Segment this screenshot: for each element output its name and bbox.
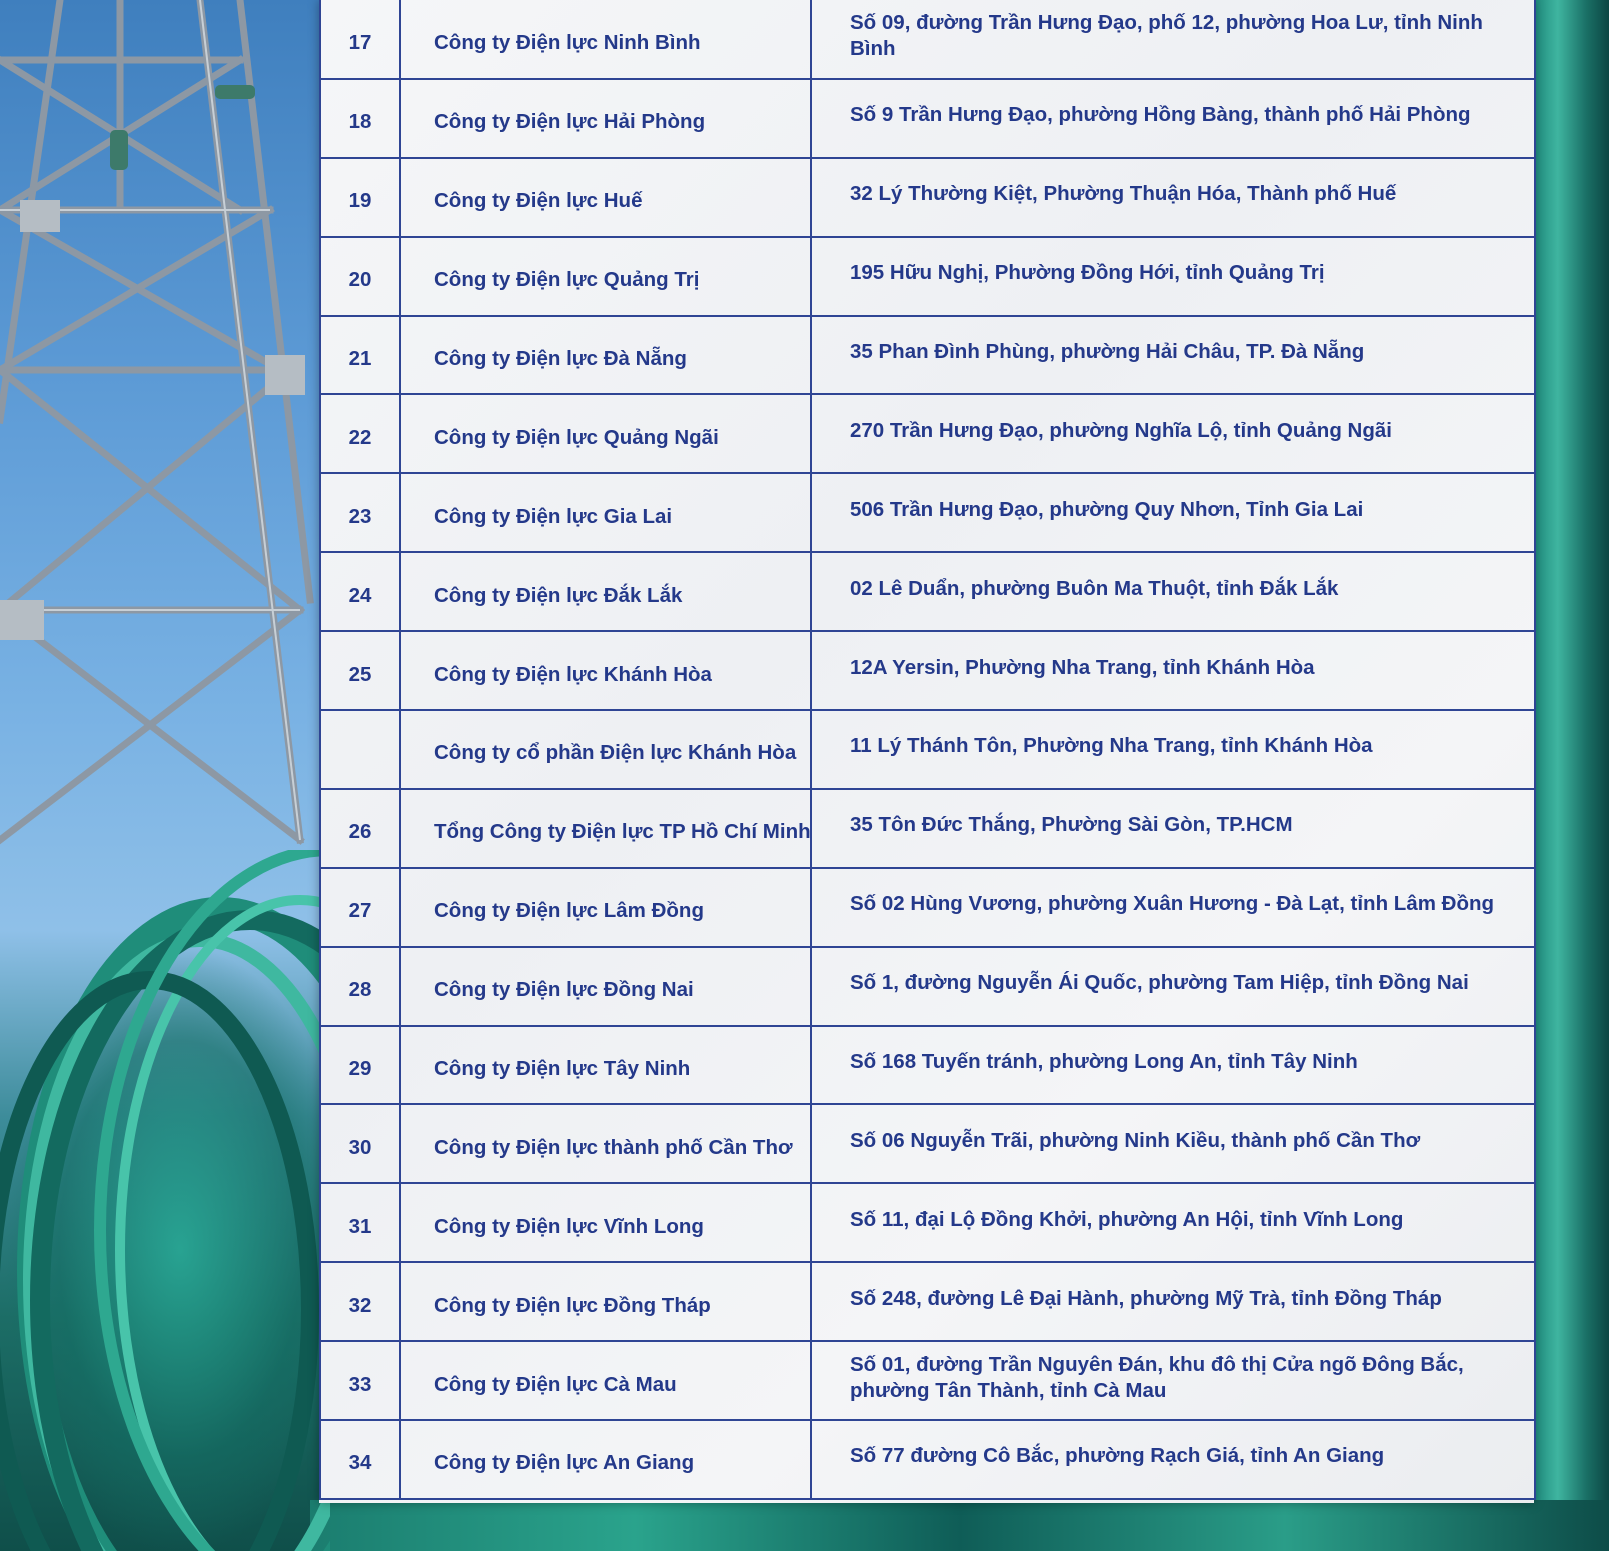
row-number: 33	[320, 1341, 400, 1420]
company-name: Công ty Điện lực Lâm Đồng	[400, 868, 811, 947]
company-name: Công ty Điện lực Tây Ninh	[400, 1026, 811, 1105]
electricity-companies-table	[319, 0, 1536, 1500]
table-row	[320, 947, 1535, 1026]
row-number: 21	[320, 316, 400, 395]
company-name: Công ty Điện lực An Giang	[400, 1420, 811, 1499]
company-address: Số 09, đường Trần Hưng Đạo, phố 12, phường Hoa Lư, tỉnh Ninh Bình	[811, 0, 1535, 79]
company-name: Công ty Điện lực Huế	[400, 158, 811, 237]
table-row	[320, 1183, 1535, 1262]
row-number: 31	[320, 1183, 400, 1262]
table-row	[320, 1420, 1535, 1499]
transmission-tower-illustration	[0, 0, 330, 900]
table-body	[320, 0, 1535, 1499]
table-row	[320, 1104, 1535, 1183]
table-row	[320, 631, 1535, 710]
table-row	[320, 1026, 1535, 1105]
company-name: Công ty Điện lực Đắk Lắk	[400, 552, 811, 631]
table-row	[320, 394, 1535, 473]
table-row	[320, 79, 1535, 158]
table-row	[320, 158, 1535, 237]
table-row	[320, 1262, 1535, 1341]
company-name: Công ty Điện lực Khánh Hòa	[400, 631, 811, 710]
company-address: Số 77 đường Cô Bắc, phường Rạch Giá, tỉnh An Giang	[811, 1420, 1535, 1499]
company-name: Công ty Điện lực Cà Mau	[400, 1341, 811, 1420]
row-number: 26	[320, 789, 400, 868]
row-number: 18	[320, 79, 400, 158]
row-number: 28	[320, 947, 400, 1026]
row-number: 17	[320, 0, 400, 79]
table-row	[320, 789, 1535, 868]
company-name: Công ty Điện lực Gia Lai	[400, 473, 811, 552]
company-address: Số 1, đường Nguyễn Ái Quốc, phường Tam Hiệp, tỉnh Đồng Nai	[811, 947, 1535, 1026]
company-name: Công ty Điện lực Đồng Nai	[400, 947, 811, 1026]
company-address: 270 Trần Hưng Đạo, phường Nghĩa Lộ, tỉnh Quảng Ngãi	[811, 394, 1535, 473]
row-number: 27	[320, 868, 400, 947]
row-number: 34	[320, 1420, 400, 1499]
row-number	[320, 710, 400, 789]
company-address: 506 Trần Hưng Đạo, phường Quy Nhơn, Tỉnh Gia Lai	[811, 473, 1535, 552]
table-row	[320, 868, 1535, 947]
cable-coil-illustration	[0, 850, 330, 1551]
row-number: 30	[320, 1104, 400, 1183]
table-row	[320, 1341, 1535, 1420]
table-row	[320, 316, 1535, 395]
company-address: 35 Tôn Đức Thắng, Phường Sài Gòn, TP.HCM	[811, 789, 1535, 868]
company-name: Công ty Điện lực thành phố Cần Thơ	[400, 1104, 811, 1183]
company-address: Số 01, đường Trần Nguyên Đán, khu đô thị Cửa ngõ Đông Bắc, phường Tân Thành, tỉnh Cà Mau	[811, 1341, 1535, 1420]
company-address: 195 Hữu Nghị, Phường Đồng Hới, tỉnh Quảng Trị	[811, 237, 1535, 316]
table-row	[320, 473, 1535, 552]
company-address: 32 Lý Thường Kiệt, Phường Thuận Hóa, Thành phố Huế	[811, 158, 1535, 237]
row-number: 25	[320, 631, 400, 710]
row-number: 23	[320, 473, 400, 552]
background-cable-strip	[310, 1500, 1609, 1551]
table-row	[320, 0, 1535, 79]
company-address: 11 Lý Thánh Tôn, Phường Nha Trang, tỉnh Khánh Hòa	[811, 710, 1535, 789]
table-row	[320, 237, 1535, 316]
company-name: Tổng Công ty Điện lực TP Hồ Chí Minh	[400, 789, 811, 868]
company-name: Công ty Điện lực Ninh Bình	[400, 0, 811, 79]
row-number: 20	[320, 237, 400, 316]
company-name: Công ty cổ phần Điện lực Khánh Hòa	[400, 710, 811, 789]
table-row	[320, 552, 1535, 631]
company-address: 35 Phan Đình Phùng, phường Hải Châu, TP. Đà Nẵng	[811, 316, 1535, 395]
company-address: Số 02 Hùng Vương, phường Xuân Hương - Đà Lạt, tỉnh Lâm Đồng	[811, 868, 1535, 947]
row-number: 29	[320, 1026, 400, 1105]
row-number: 32	[320, 1262, 400, 1341]
row-number: 24	[320, 552, 400, 631]
company-address: Số 248, đường Lê Đại Hành, phường Mỹ Trà, tỉnh Đồng Tháp	[811, 1262, 1535, 1341]
company-name: Công ty Điện lực Hải Phòng	[400, 79, 811, 158]
row-number: 22	[320, 394, 400, 473]
company-address: Số 168 Tuyến tránh, phường Long An, tỉnh Tây Ninh	[811, 1026, 1535, 1105]
company-name: Công ty Điện lực Vĩnh Long	[400, 1183, 811, 1262]
company-address: Số 11, đại Lộ Đồng Khởi, phường An Hội, tỉnh Vĩnh Long	[811, 1183, 1535, 1262]
company-address: Số 9 Trần Hưng Đạo, phường Hồng Bàng, thành phố Hải Phòng	[811, 79, 1535, 158]
company-address: 02 Lê Duẩn, phường Buôn Ma Thuột, tỉnh Đắk Lắk	[811, 552, 1535, 631]
company-name: Công ty Điện lực Đà Nẵng	[400, 316, 811, 395]
company-name: Công ty Điện lực Đồng Tháp	[400, 1262, 811, 1341]
company-address: 12A Yersin, Phường Nha Trang, tỉnh Khánh Hòa	[811, 631, 1535, 710]
table-row	[320, 710, 1535, 789]
company-name: Công ty Điện lực Quảng Trị	[400, 237, 811, 316]
company-address: Số 06 Nguyễn Trãi, phường Ninh Kiều, thành phố Cần Thơ	[811, 1104, 1535, 1183]
company-name: Công ty Điện lực Quảng Ngãi	[400, 394, 811, 473]
row-number: 19	[320, 158, 400, 237]
